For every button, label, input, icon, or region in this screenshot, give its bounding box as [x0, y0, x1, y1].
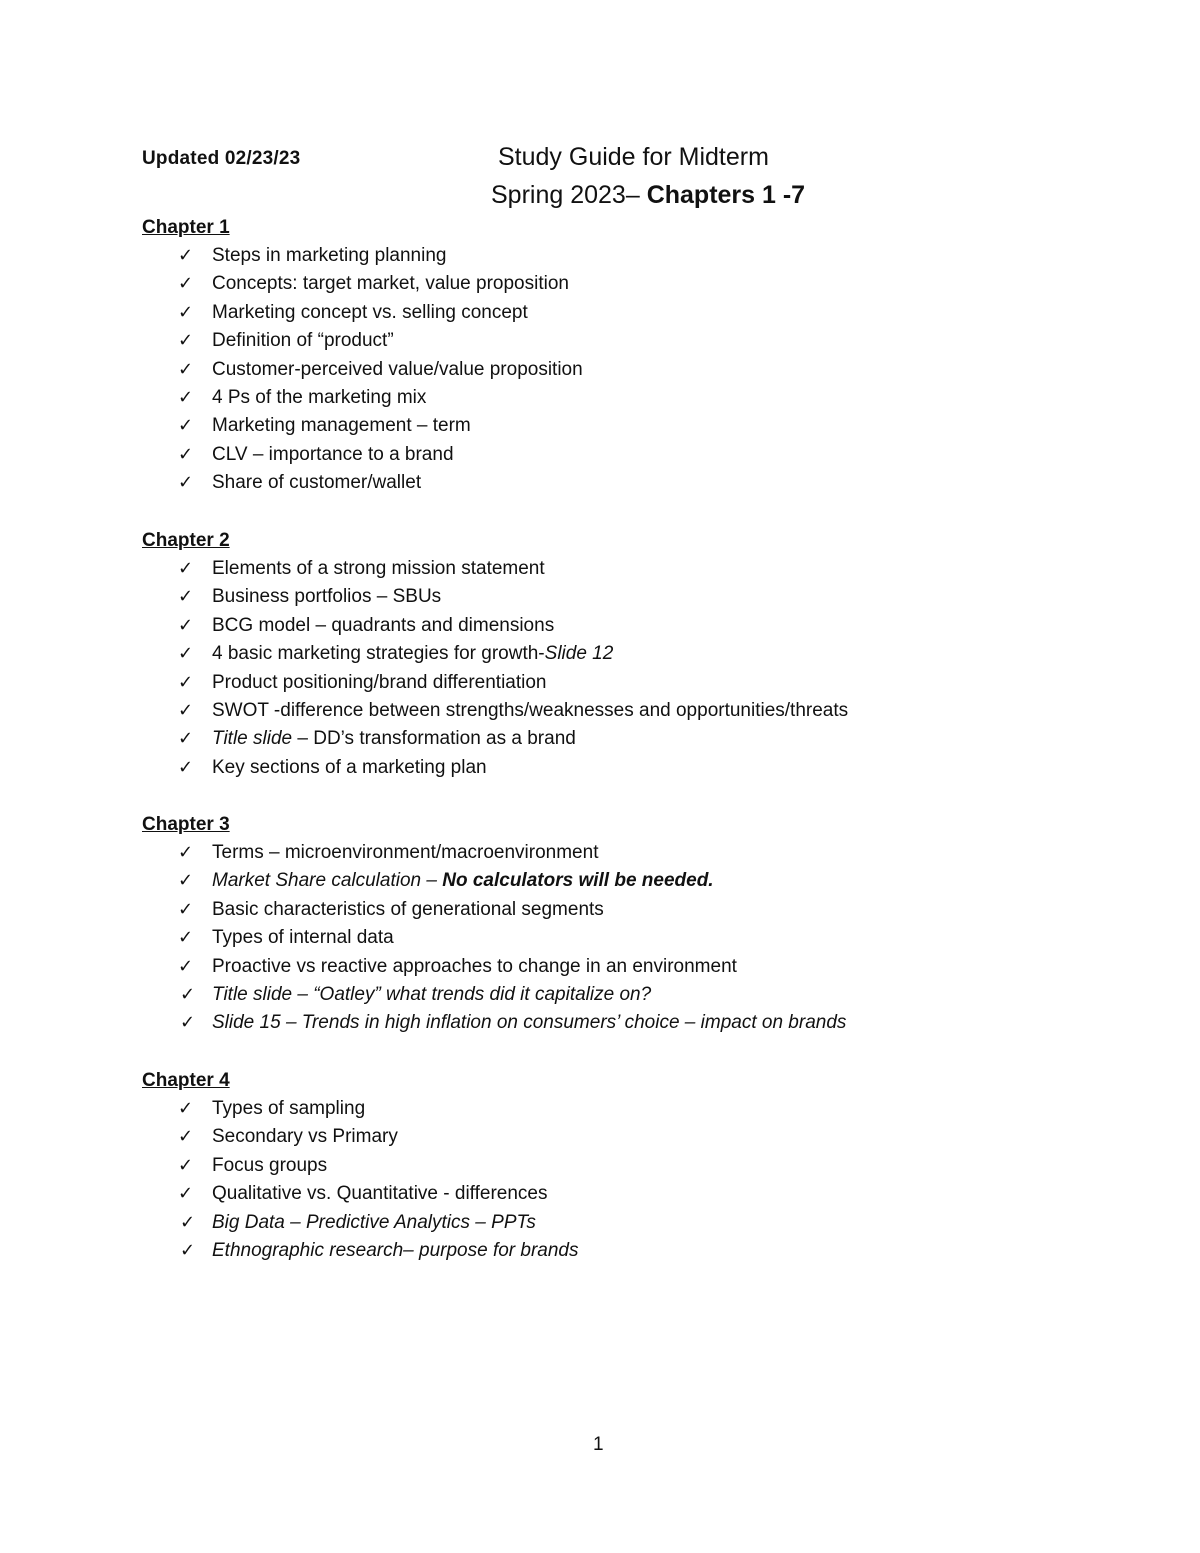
- list-item: ✓ Terms – microenvironment/macroenvironment: [142, 839, 1042, 867]
- list-item: ✓ Customer-perceived value/value proposition: [142, 356, 1042, 384]
- updated-date: Updated 02/23/23: [142, 148, 301, 169]
- chapter-2-section: [142, 527, 1042, 782]
- list-item: ✓ Share of customer/wallet: [142, 469, 1042, 497]
- list-item: ✓ Key sections of a marketing plan: [142, 754, 1042, 782]
- list-item: ✓ Title slide – DD’s transformation as a brand: [142, 725, 1042, 753]
- chapter-3-heading: Chapter 3: [142, 814, 230, 835]
- list-item: ✓ Title slide – “Oatley” what trends did it capitalize on?: [142, 981, 1042, 1009]
- list-item: ✓ Marketing management – term: [142, 412, 1042, 440]
- list-item: ✓ BCG model – quadrants and dimensions: [142, 612, 1042, 640]
- checkmark-icon: ✓: [178, 1098, 194, 1119]
- checkmark-icon: ✓: [178, 245, 194, 266]
- subtitle-term: Spring 2023–: [491, 181, 647, 209]
- chapter-4-heading: Chapter 4: [142, 1070, 230, 1091]
- list-item: ✓ Definition of “product”: [142, 327, 1042, 355]
- list-item: ✓ 4 basic marketing strategies for growth-Slide 12: [142, 640, 1042, 668]
- checkmark-icon: ✓: [180, 983, 196, 1005]
- checkmark-icon: ✓: [178, 955, 194, 977]
- checkmark-icon: ✓: [178, 671, 194, 693]
- chapter-3-list: [142, 839, 1042, 1038]
- list-item: ✓ Focus groups: [142, 1152, 1042, 1180]
- document-title: Study Guide for Midterm: [498, 143, 769, 171]
- list-item: ✓ Big Data – Predictive Analytics – PPTs: [142, 1209, 1042, 1237]
- checkmark-icon: ✓: [178, 415, 194, 437]
- checkmark-icon: ✓: [178, 443, 194, 465]
- checkmark-icon: ✓: [178, 358, 194, 380]
- checkmark-icon: ✓: [178, 643, 194, 665]
- page-number: 1: [593, 1434, 604, 1455]
- list-item: ✓ Steps in marketing planning: [142, 242, 1042, 270]
- checkmark-icon: ✓: [178, 898, 194, 920]
- checkmark-icon: ✓: [178, 273, 194, 295]
- list-item: ✓ Ethnographic research– purpose for brands: [142, 1237, 1042, 1265]
- chapter-4-section: [142, 1067, 1042, 1265]
- chapter-3-section: [142, 811, 1042, 1038]
- list-item: ✓ Types of sampling: [142, 1095, 1042, 1123]
- list-item: ✓ Market Share calculation – No calculators will be needed.: [142, 867, 1042, 895]
- list-item: ✓ Product positioning/brand differentiation: [142, 669, 1042, 697]
- checkmark-icon: ✓: [180, 1211, 196, 1233]
- chapter-1-heading: Chapter 1: [142, 217, 230, 238]
- subtitle-chapters: Chapters 1 -7: [646, 181, 806, 209]
- checkmark-icon: ✓: [178, 386, 194, 408]
- checkmark-icon: ✓: [180, 1239, 196, 1261]
- checkmark-icon: ✓: [180, 1012, 196, 1034]
- checkmark-icon: ✓: [178, 699, 194, 721]
- chapter-2-heading: Chapter 2: [142, 530, 230, 551]
- list-item: ✓ Basic characteristics of generational segments: [142, 896, 1042, 924]
- checkmark-icon: ✓: [178, 842, 194, 863]
- checkmark-icon: ✓: [178, 1183, 194, 1205]
- checkmark-icon: ✓: [178, 728, 194, 750]
- checkmark-icon: ✓: [178, 586, 194, 608]
- list-item: ✓ Slide 15 – Trends in high inflation on consumers’ choice – impact on brands: [142, 1009, 1042, 1037]
- list-item: ✓ Secondary vs Primary: [142, 1123, 1042, 1151]
- checkmark-icon: ✓: [178, 1154, 194, 1176]
- list-item: ✓ 4 Ps of the marketing mix: [142, 384, 1042, 412]
- checkmark-icon: ✓: [178, 472, 194, 494]
- chapter-1-section: [142, 214, 1042, 498]
- checkmark-icon: ✓: [178, 927, 194, 949]
- checkmark-icon: ✓: [178, 756, 194, 778]
- list-item: ✓ Types of internal data: [142, 924, 1042, 952]
- checkmark-icon: ✓: [178, 558, 194, 579]
- list-item: ✓ Elements of a strong mission statement: [142, 555, 1042, 583]
- list-item: ✓ Proactive vs reactive approaches to change in an environment: [142, 953, 1042, 981]
- checkmark-icon: ✓: [178, 614, 194, 636]
- list-item: ✓ Business portfolios – SBUs: [142, 583, 1042, 611]
- list-item: ✓ CLV – importance to a brand: [142, 441, 1042, 469]
- checkmark-icon: ✓: [178, 870, 194, 892]
- list-item: ✓ SWOT -difference between strengths/weaknesses and opportunities/threats: [142, 697, 1042, 725]
- checkmark-icon: ✓: [178, 301, 194, 323]
- chapter-2-list: [142, 555, 1042, 782]
- checkmark-icon: ✓: [178, 330, 194, 352]
- chapter-4-list: [142, 1095, 1042, 1265]
- checkmark-icon: ✓: [178, 1126, 194, 1148]
- list-item: ✓ Concepts: target market, value proposition: [142, 270, 1042, 298]
- chapter-1-list: [142, 242, 1042, 498]
- document-subtitle: [491, 181, 805, 210]
- list-item: ✓ Qualitative vs. Quantitative - differences: [142, 1180, 1042, 1208]
- list-item: ✓ Marketing concept vs. selling concept: [142, 299, 1042, 327]
